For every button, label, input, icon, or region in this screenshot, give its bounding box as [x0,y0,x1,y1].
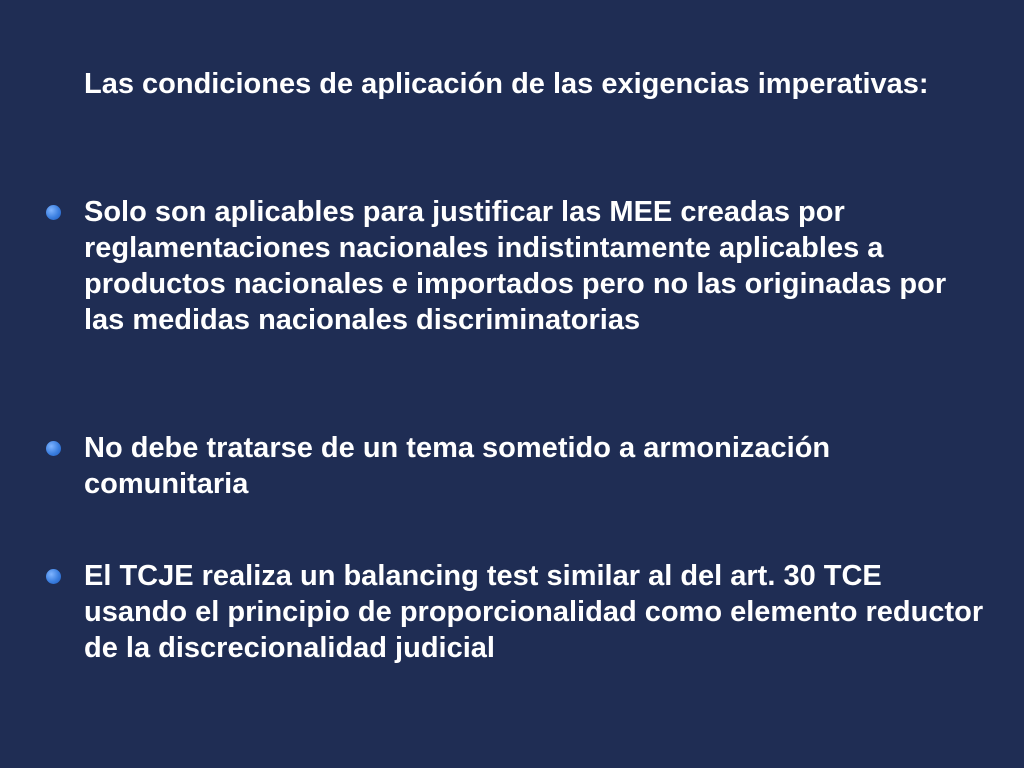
bullet-dot-icon [46,441,61,456]
bullet-item [84,194,989,338]
bullet-text: No debe tratarse de un tema sometido a armonización comunitaria [84,432,831,500]
bullet-text: Solo son aplicables para justificar las MEE creadas por reglamentaciones nacionales indistintamente aplicables a productos nacionales e importados pero no las originadas por las medidas nacionales discriminatorias [84,196,947,336]
bullet-item [84,430,989,502]
bullet-item [84,558,989,666]
bullet-dot-icon [46,569,61,584]
bullet-dot-icon [46,205,61,220]
intro-text: Las condiciones de aplicación de las exigencias imperativas: [84,68,929,100]
bullet-text: El TCJE realiza un balancing test similar al del art. 30 TCE usando el principio de proporcionalidad como elemento reductor de la discrecionalidad judicial [84,560,984,664]
